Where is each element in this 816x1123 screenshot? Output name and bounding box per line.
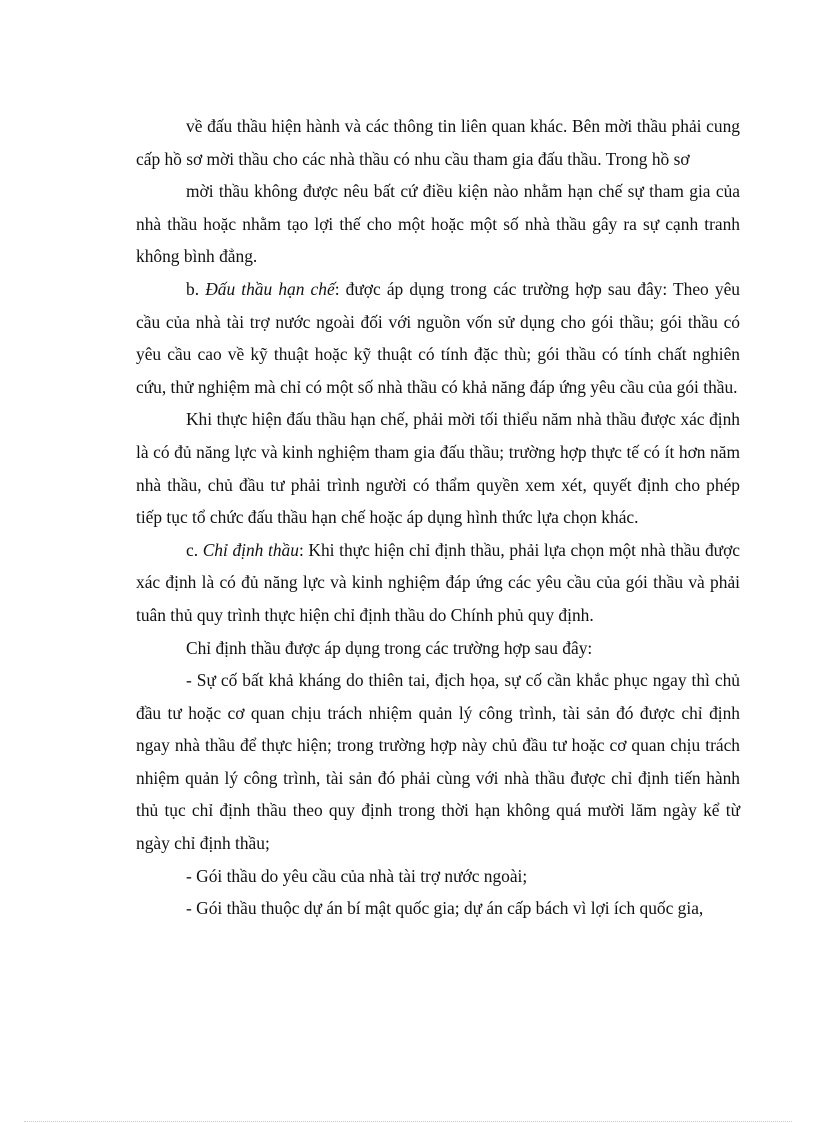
- document-body: [136, 110, 740, 925]
- page-bottom-divider: [24, 1121, 792, 1122]
- paragraph-8-text: - Gói thầu do yêu cầu của nhà tài trợ nước ngoài;: [186, 865, 528, 886]
- paragraph-5-heading: Chỉ định thầu: [202, 539, 299, 560]
- paragraph-5-text: : Khi thực hiện chỉ định thầu, phải lựa chọn một nhà thầu được xác định là có đủ năng lực và kinh nghiệm đáp ứng các yêu cầu của gói thầu và phải tuân thủ quy trình thực hiện chỉ định thầu do Chính phủ quy định.: [136, 539, 740, 625]
- paragraph-5: [136, 534, 740, 632]
- paragraph-8: [136, 860, 740, 893]
- paragraph-2: [136, 175, 740, 273]
- paragraph-1: [136, 110, 740, 175]
- paragraph-9: [136, 892, 740, 925]
- paragraph-7-text: - Sự cố bất khả kháng do thiên tai, địch họa, sự cố cần khắc phục ngay thì chủ đầu tư hoặc cơ quan chịu trách nhiệm quản lý công trình, tài sản đó được chỉ định ngay nhà thầu để thực hiện; trong trường hợp này chủ đầu tư hoặc cơ quan chịu trách nhiệm quản lý công trình, tài sản đó phải cùng với nhà thầu được chỉ định tiến hành thủ tục chỉ định thầu theo quy định trong thời hạn không quá mười lăm ngày kể từ ngày chỉ định thầu;: [136, 670, 740, 854]
- paragraph-3-heading: Đấu thầu hạn chế: [205, 278, 335, 299]
- paragraph-5-prefix: c.: [186, 539, 203, 560]
- paragraph-3: [136, 273, 740, 403]
- paragraph-9-text: - Gói thầu thuộc dự án bí mật quốc gia; dự án cấp bách vì lợi ích quốc gia,: [186, 898, 704, 919]
- paragraph-6: [136, 632, 740, 665]
- paragraph-4: [136, 403, 740, 533]
- paragraph-4-text: Khi thực hiện đấu thầu hạn chế, phải mời tối thiểu năm nhà thầu được xác định là có đủ năng lực và kinh nghiệm tham gia đấu thầu; trường hợp thực tế có ít hơn năm nhà thầu, chủ đầu tư phải trình người có thẩm quyền xem xét, quyết định cho phép tiếp tục tổ chức đấu thầu hạn chế hoặc áp dụng hình thức lựa chọn khác.: [136, 409, 740, 528]
- paragraph-2-text: mời thầu không được nêu bất cứ điều kiện nào nhằm hạn chế sự tham gia của nhà thầu hoặc nhằm tạo lợi thế cho một hoặc một số nhà thầu gây ra sự cạnh tranh không bình đẳng.: [136, 181, 740, 267]
- paragraph-1-text: về đấu thầu hiện hành và các thông tin liên quan khác. Bên mời thầu phải cung cấp hồ sơ mời thầu cho các nhà thầu có nhu cầu tham gia đấu thầu. Trong hồ sơ: [136, 116, 740, 169]
- paragraph-3-prefix: b.: [186, 278, 206, 299]
- paragraph-6-text: Chỉ định thầu được áp dụng trong các trường hợp sau đây:: [186, 637, 593, 658]
- paragraph-3-text: : được áp dụng trong các trường hợp sau đây: Theo yêu cầu của nhà tài trợ nước ngoài đối với nguồn vốn sử dụng cho gói thầu; gói thầu có yêu cầu cao về kỹ thuật hoặc kỹ thuật có tính đặc thù; gói thầu có tính chất nghiên cứu, thử nghiệm mà chỉ có một số nhà thầu có khả năng đáp ứng yêu cầu của gói thầu.: [136, 278, 740, 397]
- paragraph-7: [136, 664, 740, 860]
